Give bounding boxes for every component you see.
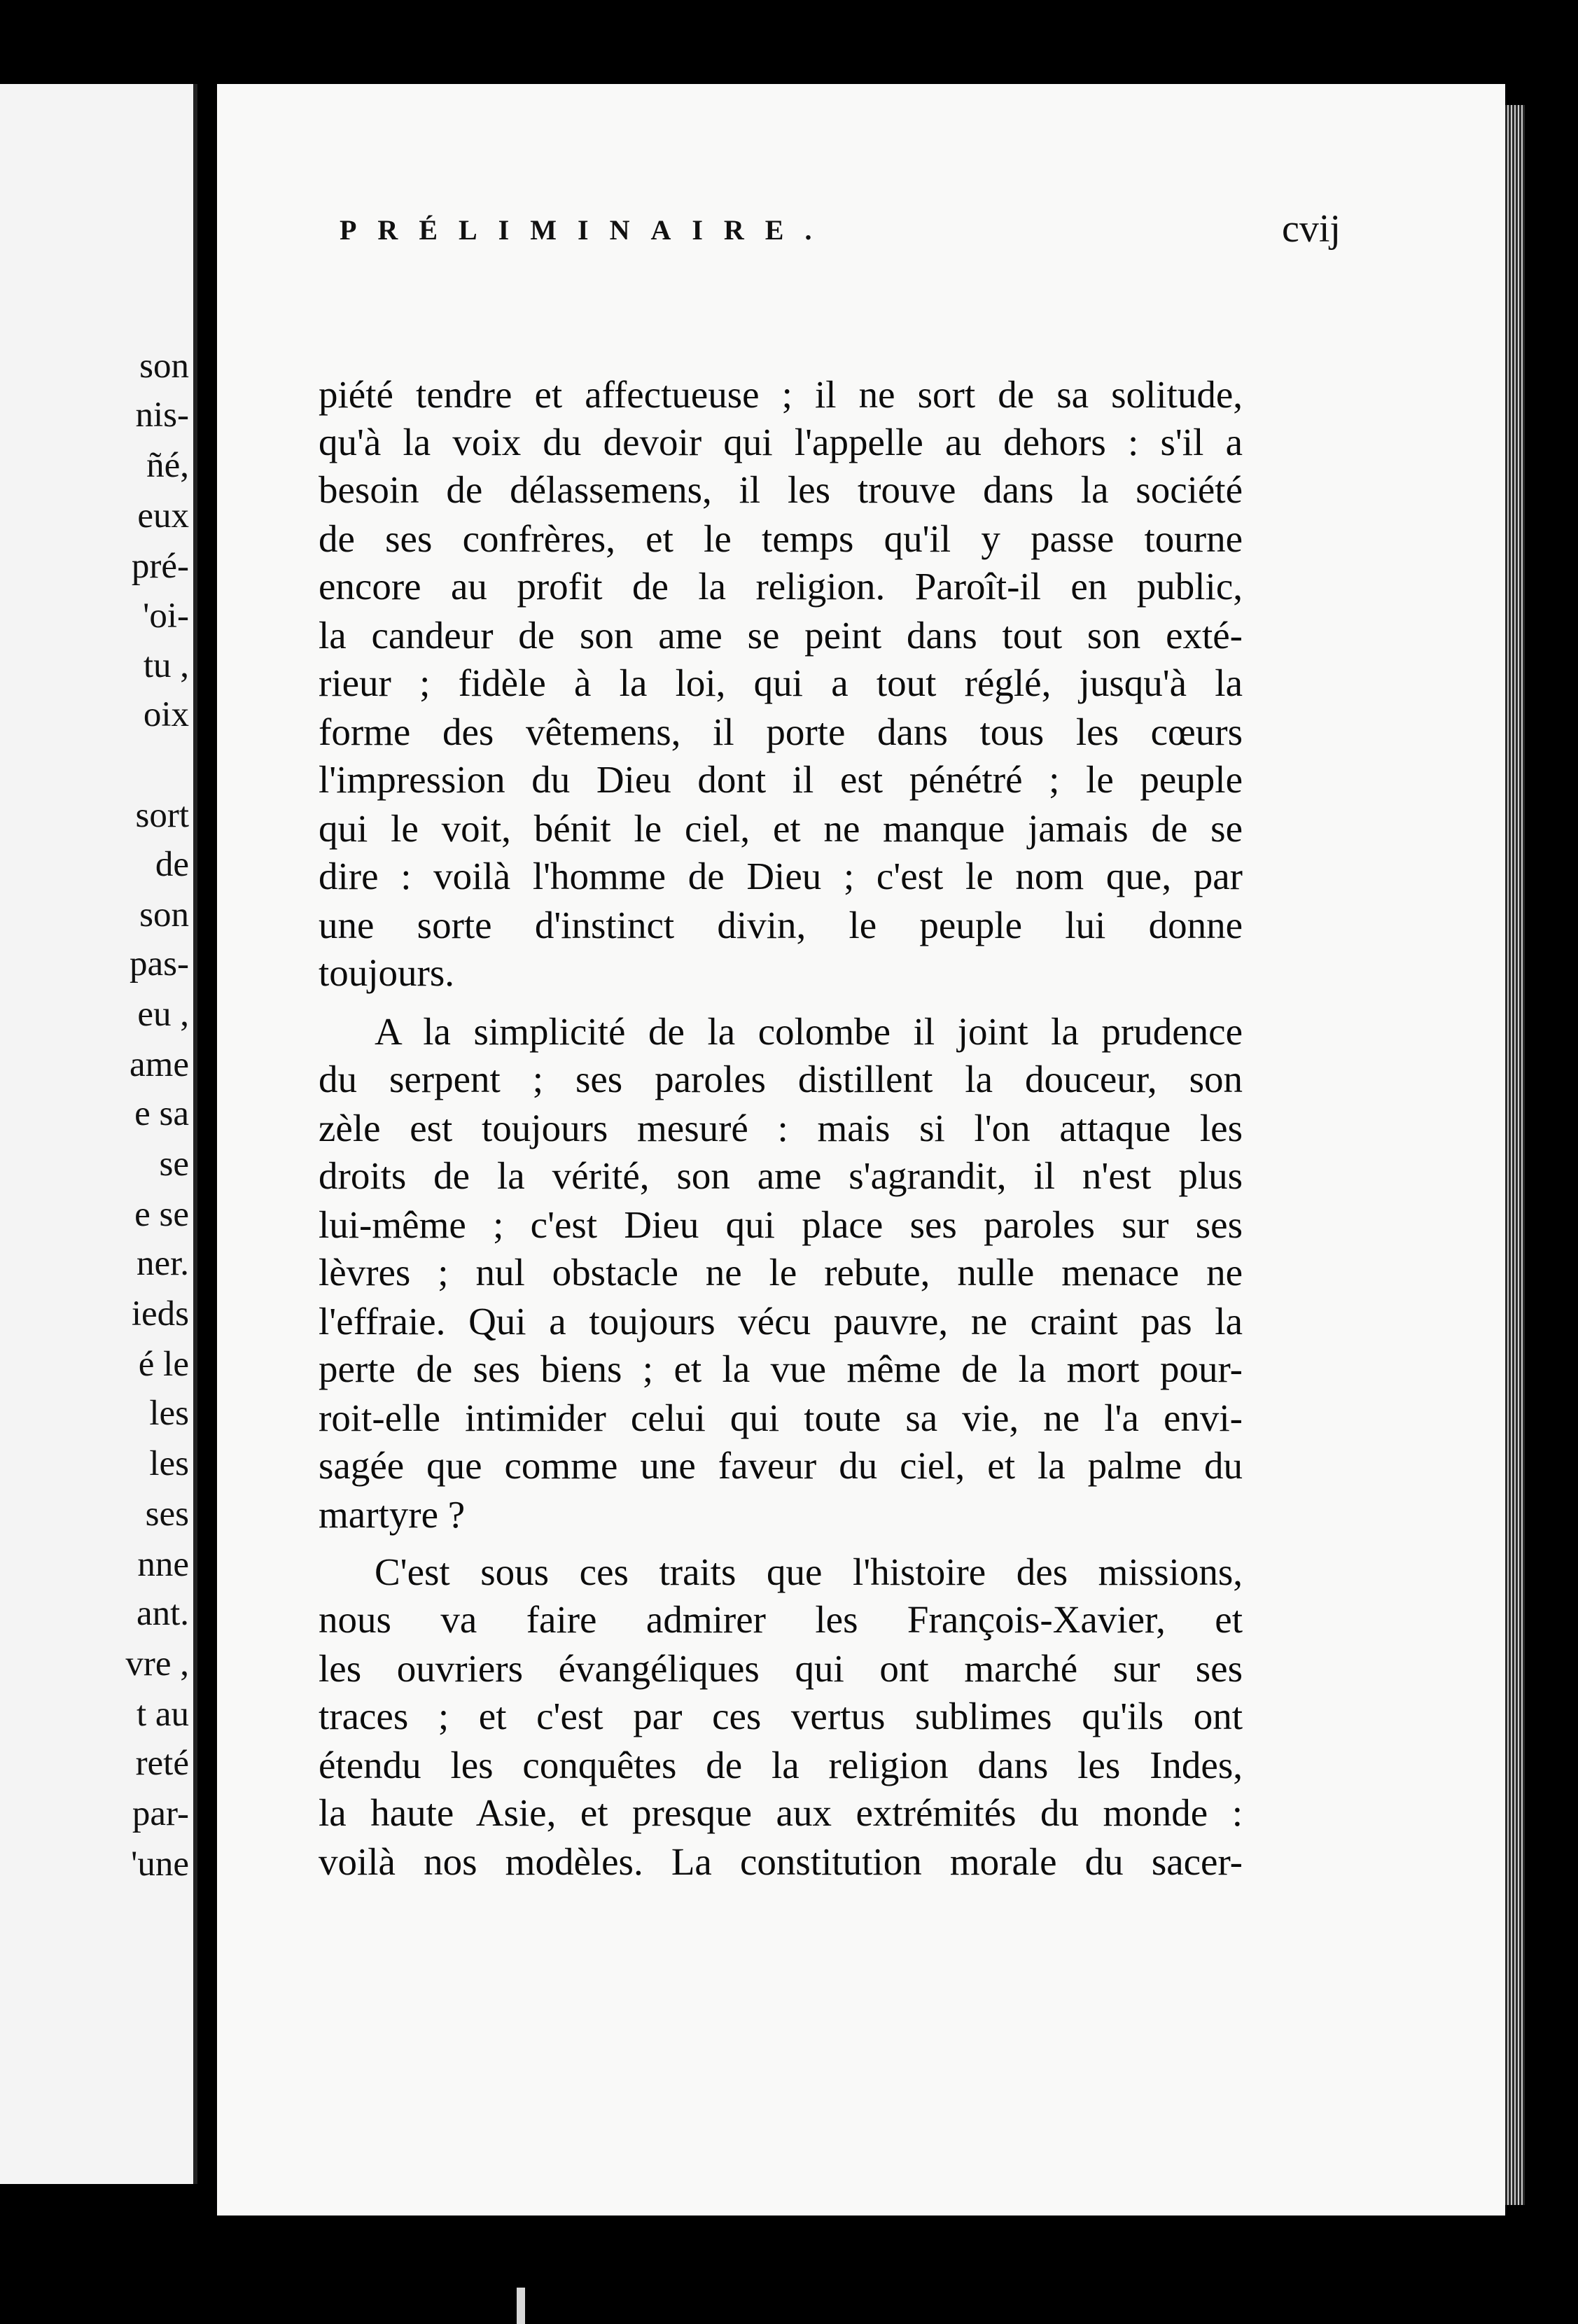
left-line-fragment: les	[149, 1394, 189, 1433]
text-line: toujours.	[319, 951, 455, 994]
text-line: la candeur de son ame se peint dans tout son exté-	[319, 614, 1243, 657]
text-line: dire : voilà l'homme de Dieu ; c'est le nom que, par	[319, 855, 1243, 897]
left-line-fragment: e se	[134, 1195, 189, 1234]
running-head	[340, 207, 1341, 270]
text-line: qu'à la voix du devoir qui l'appelle au dehors : s'il a	[319, 421, 1243, 463]
left-line-fragment: ame	[130, 1045, 189, 1084]
left-line-fragment: 'oi-	[143, 596, 189, 636]
left-line-fragment: t au	[136, 1695, 189, 1734]
left-line-fragment: tu ,	[143, 646, 189, 685]
paragraph-first-line: C'est sous ces traits que l'histoire des missions,	[375, 1550, 1243, 1593]
page-edge	[1505, 105, 1525, 2205]
left-line-fragment: 'une	[131, 1844, 189, 1884]
left-line-fragment: eux	[137, 496, 189, 536]
left-line-fragment: par-	[132, 1794, 189, 1833]
text-line: sagée que comme une faveur du ciel, et la palme du	[319, 1444, 1243, 1487]
text-line: du serpent ; ses paroles distillent la douceur, son	[319, 1058, 1243, 1100]
running-title: PRÉLIMINAIRE.	[340, 214, 833, 246]
text-line: piété tendre et affectueuse ; il ne sort de sa solitude,	[319, 373, 1243, 416]
left-line-fragment: son	[139, 346, 189, 386]
text-line: forme des vêtemens, il porte dans tous les cœurs	[319, 710, 1243, 753]
previous-page-fragment	[0, 84, 197, 2184]
text-line: lèvres ; nul obstacle ne le rebute, nulle menace ne	[319, 1251, 1243, 1294]
left-line-fragment: son	[139, 895, 189, 934]
text-line: étendu les conquêtes de la religion dans les Indes,	[319, 1744, 1243, 1786]
left-line-fragment: e sa	[134, 1094, 189, 1133]
text-line: nous va faire admirer les François-Xavier, et	[319, 1598, 1243, 1641]
left-line-fragment: ses	[145, 1494, 189, 1534]
text-line: qui le voit, bénit le ciel, et ne manque jamais de se	[319, 807, 1243, 850]
left-line-fragment: sort	[135, 796, 189, 835]
left-line-fragment: nne	[137, 1545, 189, 1584]
left-line-fragment: ñé,	[146, 446, 189, 485]
text-line: les ouvriers évangéliques qui ont marché sur ses	[319, 1647, 1243, 1690]
left-line-fragment: oix	[143, 695, 189, 734]
left-line-fragment: nis-	[135, 396, 189, 435]
text-line: encore au profit de la religion. Paroît-il en public,	[319, 565, 1243, 608]
text-line: lui-même ; c'est Dieu qui place ses paroles sur ses	[319, 1203, 1243, 1246]
text-line: une sorte d'instinct divin, le peuple lui donne	[319, 904, 1243, 946]
left-line-fragment: vre ,	[125, 1644, 189, 1684]
text-line: de ses confrères, et le temps qu'il y passe tourne	[319, 517, 1243, 560]
left-line-fragment: ner.	[136, 1244, 189, 1283]
paragraph-first-line: A la simplicité de la colombe il joint la prudence	[375, 1010, 1243, 1053]
scan-mark	[517, 2288, 525, 2324]
left-line-fragment: é le	[138, 1345, 189, 1384]
text-line: voilà nos modèles. La constitution morale du sacer-	[319, 1840, 1243, 1883]
text-line: traces ; et c'est par ces vertus sublimes qu'ils ont	[319, 1695, 1243, 1737]
text-line: l'impression du Dieu dont il est pénétré ; le peuple	[319, 758, 1243, 801]
text-line: l'effraie. Qui a toujours vécu pauvre, ne craint pas la	[319, 1300, 1243, 1343]
left-line-fragment: reté	[135, 1744, 189, 1783]
page-number: cvij	[1282, 207, 1341, 251]
text-line: droits de la vérité, son ame s'agrandit, il n'est plus	[319, 1154, 1243, 1197]
text-line: roit-elle intimider celui qui toute sa vie, ne l'a envi-	[319, 1396, 1243, 1439]
left-line-fragment: eu ,	[137, 995, 189, 1034]
text-line: besoin de délassemens, il les trouve dans la société	[319, 468, 1243, 511]
text-line: zèle est toujours mesuré : mais si l'on attaque les	[319, 1107, 1243, 1149]
left-line-fragment: pas-	[130, 944, 189, 983]
left-line-fragment: de	[155, 845, 189, 884]
text-line: la haute Asie, et presque aux extrémités du monde :	[319, 1791, 1243, 1834]
left-line-fragment: les	[149, 1444, 189, 1483]
left-line-fragment: ant.	[136, 1594, 189, 1633]
text-line: rieur ; fidèle à la loi, qui a tout réglé, jusqu'à la	[319, 662, 1243, 704]
left-line-fragment: pré-	[131, 547, 189, 586]
left-line-fragment: ieds	[131, 1294, 189, 1334]
text-line: perte de ses biens ; et la vue même de la mort pour-	[319, 1348, 1243, 1390]
left-line-fragment: se	[159, 1144, 189, 1184]
text-line: martyre ?	[319, 1493, 466, 1536]
